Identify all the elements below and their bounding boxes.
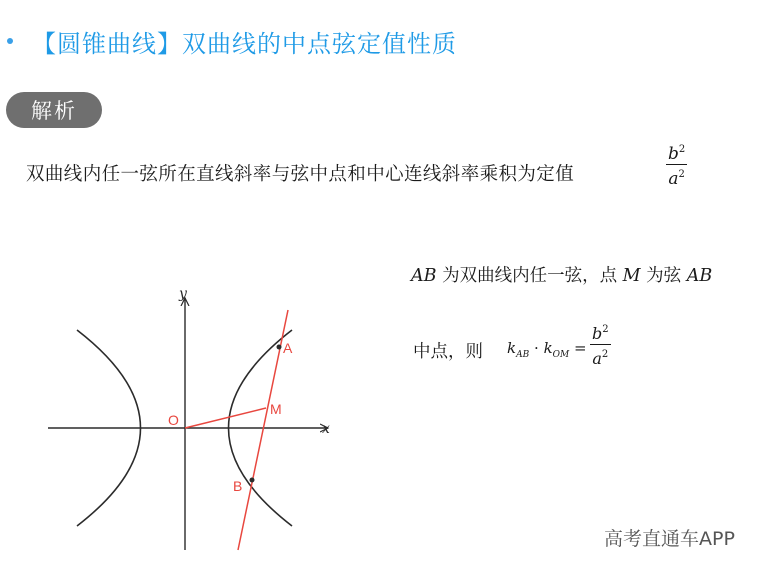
page-title: 【圆锥曲线】双曲线的中点弦定值性质 [32,30,457,58]
explanation-text-b: 为弦 [646,266,682,286]
var-ab: AB [411,266,437,286]
slope-product-formula: $k_{AB} \cdot k_{OM}$ = [507,339,587,360]
point-b [250,478,255,483]
axis-label-x: x [322,421,330,437]
explanation-line-2-text: 中点，则 [413,342,483,362]
fraction-denominator: $a^2$ [668,169,685,189]
label-origin: O [168,412,179,428]
label-a: A [283,340,293,356]
var-m: M [622,266,641,286]
statement-text: 双曲线内任一弦所在直线斜率与弦中点和中心连线斜率乘积为定值 [26,164,575,185]
point-a [277,345,282,350]
var-ab-2: AB [686,266,713,286]
label-m: M [270,401,282,417]
analysis-badge: 解析 [6,92,102,128]
label-b: B [233,478,243,494]
fraction-numerator: $b^2$ [592,324,609,343]
axis-label-y: y [179,286,187,302]
fraction-numerator: $b^2$ [668,144,686,164]
explanation-text-a: 为双曲线内任一弦，点 [442,266,618,286]
watermark: 高考直通车APP [604,528,735,550]
om-segment [185,408,266,428]
fraction-denominator: $a^2$ [592,349,609,368]
